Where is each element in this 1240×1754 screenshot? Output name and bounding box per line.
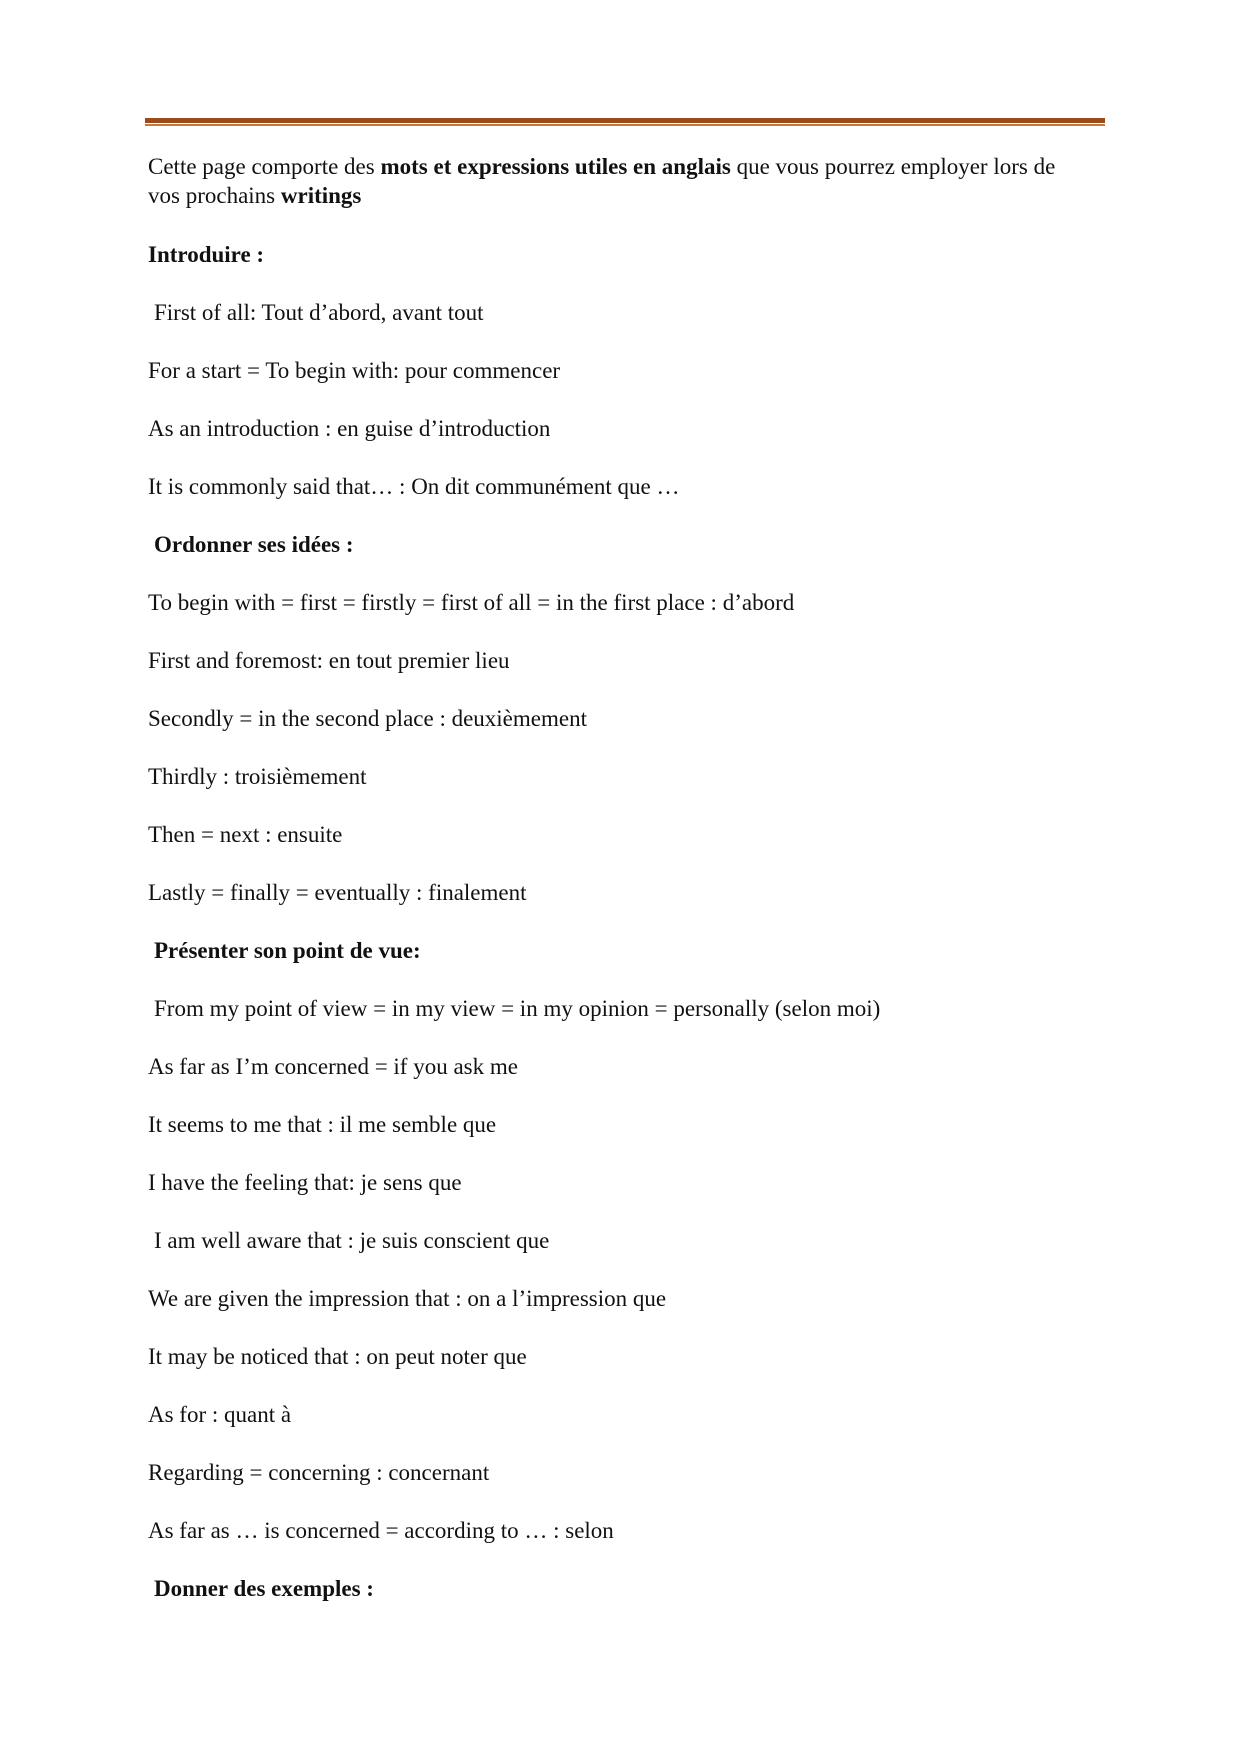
intro-bold-2: writings — [280, 183, 362, 208]
intro-text-2: que vous pourrez employer lors de vos prochains — [148, 154, 1056, 208]
phrase-as-far-as-concerned: As far as I’m concerned = if you ask me — [148, 1054, 518, 1079]
phrase-according-to: As far as … is concerned = according to … : selon — [148, 1518, 614, 1543]
heading-ordonner: Ordonner ses idées : — [154, 532, 354, 557]
phrase-to-begin-with: To begin with = first = firstly = first of all = in the first place : d’abord — [148, 590, 795, 615]
phrase-then: Then = next : ensuite — [148, 822, 343, 847]
heading-presenter: Présenter son point de vue: — [154, 938, 421, 963]
header-rule-thin — [145, 124, 1105, 126]
phrase-have-the-feeling: I have the feeling that: je sens que — [148, 1170, 462, 1195]
phrase-secondly: Secondly = in the second place : deuxièmement — [148, 706, 587, 731]
phrase-regarding: Regarding = concerning : concernant — [148, 1460, 490, 1485]
intro-paragraph — [148, 152, 1078, 210]
phrase-well-aware: I am well aware that : je suis conscient que — [154, 1228, 550, 1253]
phrase-point-of-view: From my point of view = in my view = in my opinion = personally (selon moi) — [154, 996, 881, 1021]
phrase-first-of-all: First of all: Tout d’abord, avant tout — [154, 300, 484, 325]
phrase-thirdly: Thirdly : troisièmement — [148, 764, 367, 789]
phrase-as-an-introduction: As an introduction : en guise d’introduction — [148, 416, 551, 441]
phrase-for-a-start: For a start = To begin with: pour commencer — [148, 358, 561, 383]
phrase-as-for: As for : quant à — [148, 1402, 292, 1427]
header-rule-thick — [145, 118, 1105, 123]
phrase-it-seems: It seems to me that : il me semble que — [148, 1112, 497, 1137]
intro-text-1: Cette page comporte des — [148, 154, 381, 179]
phrase-commonly-said: It is commonly said that… : On dit communément que … — [148, 474, 680, 499]
heading-donner: Donner des exemples : — [154, 1576, 374, 1601]
phrase-first-and-foremost: First and foremost: en tout premier lieu — [148, 648, 510, 673]
phrase-lastly: Lastly = finally = eventually : finalement — [148, 880, 527, 905]
phrase-may-be-noticed: It may be noticed that : on peut noter que — [148, 1344, 527, 1369]
intro-bold-1: mots et expressions utiles en anglais — [380, 154, 731, 179]
heading-introduire: Introduire : — [148, 242, 265, 267]
phrase-given-the-impression: We are given the impression that : on a l’impression que — [148, 1286, 667, 1311]
